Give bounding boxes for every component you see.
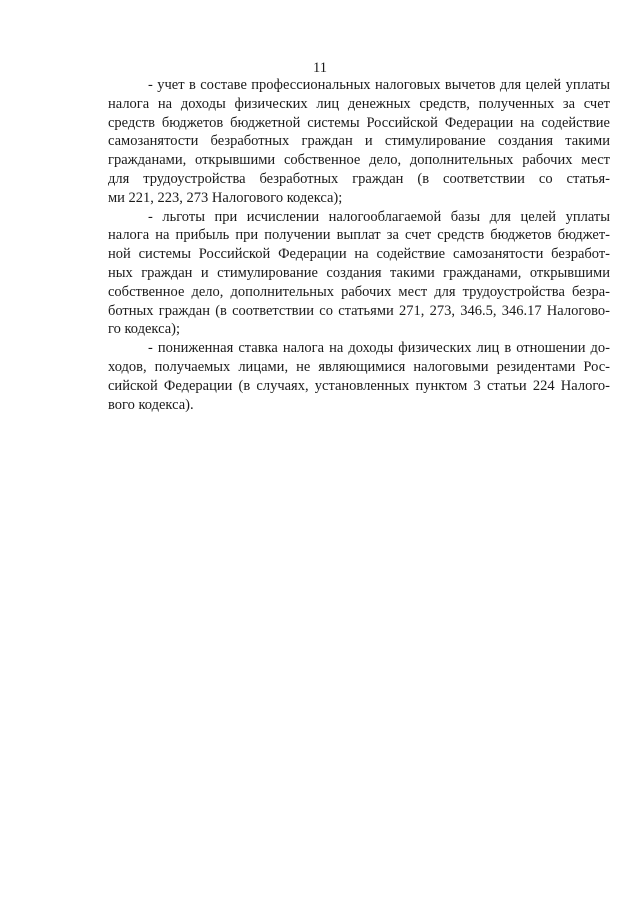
text-line: самозанятости безработных граждан и стимулирование создания такими [108, 133, 610, 150]
text-line: го кодекса); [108, 321, 181, 338]
text-line: ботных граждан (в соответствии со статьями 271, 273, 346.5, 346.17 Налогово- [108, 302, 610, 319]
text-line: налога на доходы физических лиц денежных средств, полученных за счет [108, 95, 610, 112]
paragraph-professional-deductions [108, 76, 610, 208]
text-line: - пониженная ставка налога на доходы физических лиц в отношении до- [148, 340, 610, 357]
page-number: 11 [313, 60, 327, 76]
text-line: налога на прибыль при получении выплат за счет средств бюджетов бюджет- [108, 227, 610, 244]
paragraph-reduced-rate [108, 339, 610, 414]
text-line: - учет в составе профессиональных налоговых вычетов для целей уплаты [148, 77, 610, 93]
text-line: сийской Федерации (в случаях, установленных пунктом 3 статьи 224 Налого- [108, 377, 610, 394]
text-line: собственное дело, дополнительных рабочих мест для трудоустройства безра- [108, 283, 610, 300]
text-line: средств бюджетов бюджетной системы Российской Федерации на содействие [108, 114, 610, 131]
text-line: ходов, получаемых лицами, не являющимися налоговыми резидентами Рос- [108, 358, 610, 375]
text-line: гражданами, открывшими собственное дело, дополнительных рабочих мест [108, 152, 610, 169]
text-line: ной системы Российской Федерации на содействие самозанятости безработ- [108, 246, 610, 263]
text-line: вого кодекса). [108, 396, 194, 413]
text-line: ми 221, 223, 273 Налогового кодекса); [108, 189, 343, 206]
text-line: - льготы при исчислении налогооблагаемой базы для целей уплаты [148, 208, 610, 225]
text-line: ных граждан и стимулирование создания такими гражданами, открывшими [108, 264, 610, 281]
paragraph-profit-tax-benefits [108, 208, 610, 340]
text-line: для трудоустройства безработных граждан (в соответствии со статья- [108, 170, 610, 187]
document-body [108, 76, 610, 414]
